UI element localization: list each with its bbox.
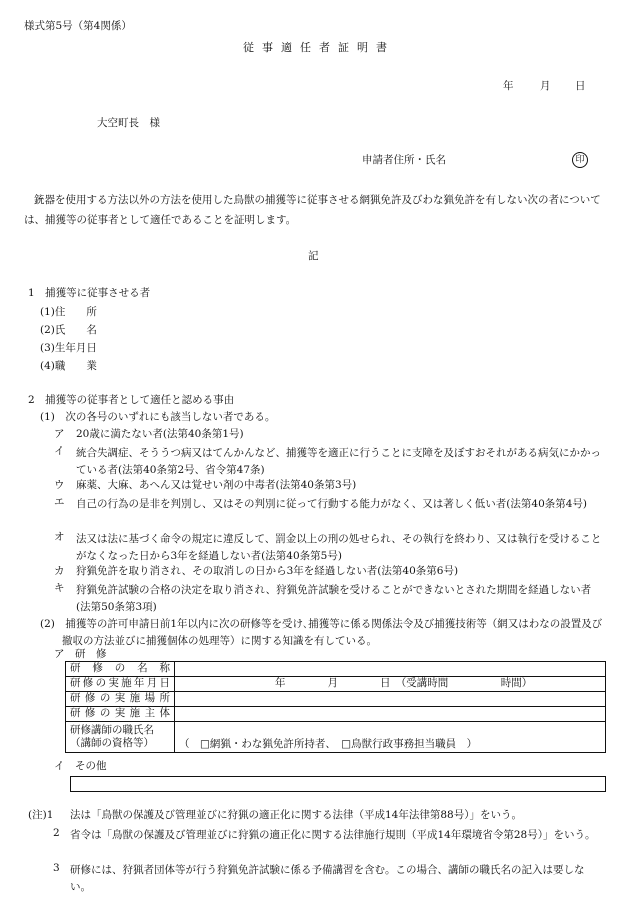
note-2-mark: 2	[53, 827, 60, 839]
item-o-mark: オ	[54, 531, 65, 543]
section1-item-occupation: (4)職 業	[40, 360, 97, 372]
note-3-mark: 3	[53, 862, 60, 874]
addressee: 大空町長 様	[97, 117, 160, 129]
training-date-value[interactable]: 年 月 日 （受講時間 時間）	[175, 677, 606, 692]
section1-item-birthdate: (3)生年月日	[40, 342, 97, 354]
table-row	[66, 662, 606, 677]
item-a-text: 20歳に満たない者(法第40条第1号)	[76, 428, 244, 440]
instructor-qualification-label: （講師の資格等）	[70, 737, 154, 749]
item-u-text: 麻薬、大麻、あへん又は覚せい剤の中毒者(法第40条第3号)	[76, 479, 357, 491]
ki-label: 記	[308, 250, 319, 262]
item-e-text: 自己の行為の是非を判別し、又はその判別に従って行動する能力がなく、又は著しく低い者(法第40条第4号)	[76, 498, 588, 510]
section1-item-name: (2)氏 名	[40, 324, 97, 336]
date-month: 月	[540, 80, 551, 92]
training-date-label: 研修の実施年月日	[70, 677, 170, 690]
instructor-label: 研修講師の職氏名	[70, 723, 154, 736]
item-o-text: 法又は法に基づく命令の規定に違反して、罰金以上の刑の処せられ、その執行を終わり、又は執行を受けることがなくなった日から3年を経過しない者(法第40条第5号)	[76, 533, 602, 562]
section1-heading: 1 捕獲等に従事させる者	[28, 287, 151, 299]
item-u-mark: ウ	[54, 479, 65, 491]
page-title: 従事適任者証明書	[243, 41, 395, 54]
table-row	[66, 692, 606, 707]
table-row	[66, 677, 606, 692]
date-year: 年	[503, 80, 514, 92]
item-ki-mark: キ	[54, 582, 65, 594]
item-ka-mark: カ	[54, 565, 65, 577]
item-e-mark: エ	[54, 496, 65, 508]
item-ka-text: 狩猟免許を取り消され、その取消しの日から3年を経過しない者(法第40条第6号)	[76, 565, 459, 577]
section2-sub2: (2) 捕獲等の許可申請日前1年以内に次の研修等を受け､捕獲等に係る関係法令及び捕獲技術等（網又はわなの設置及び撤収の方法並びに捕獲個体の処理等）に関する知識を有している。	[40, 618, 603, 647]
section2-sub1: (1) 次の各号のいずれにも該当しない者である。	[40, 411, 276, 423]
training-name-value[interactable]	[175, 662, 606, 677]
note-1-text: 法は「鳥獣の保護及び管理並びに狩猟の適正化に関する法律（平成14年法律第88号）」をいう。	[70, 809, 522, 821]
item-i-mark: イ	[54, 445, 65, 457]
note-3-text: 研修には、狩猟者団体等が行う狩猟免許試験に係る予備講習を含む。この場合、講師の職氏名の記入は要しない。	[70, 864, 585, 893]
item-a-mark: ア	[54, 428, 65, 440]
seal-icon: 印	[572, 152, 588, 168]
table-row	[66, 707, 606, 722]
note-2-text: 省令は「鳥獣の保護及び管理並びに狩猟の適正化に関する法律施行規則（平成14年環境省令第28号）」をいう。	[70, 829, 596, 841]
applicant-label: 申請者住所・氏名	[362, 154, 446, 166]
training-name-label: 研修の名称	[70, 662, 170, 675]
note-1-mark: (注)1	[28, 809, 54, 821]
section1-item-address: (1)住 所	[40, 306, 97, 318]
training-table	[65, 661, 606, 753]
item-i-text: 統合失調症、そううつ病又はてんかんなど、捕獲等を適正に行うことに支障を及ぼすおそれがある病気にかかっている者(法第40条第2号、省令第47条)	[76, 447, 601, 476]
body-text: 銃器を使用する方法以外の方法を使用した鳥獣の捕獲等に従事させる網猟免許及びわな猟免許を有しない次の者については、捕獲等の従事者として適任であることを証明します。	[24, 194, 601, 226]
training-organizer-value[interactable]	[175, 707, 606, 722]
training-place-value[interactable]	[175, 692, 606, 707]
form-number: 様式第5号（第4関係）	[24, 20, 132, 32]
section2-heading: 2 捕獲等の従事者として適任と認める事由	[28, 394, 235, 406]
training-place-label: 研修の実施場所	[70, 692, 170, 705]
date-day: 日	[575, 80, 586, 92]
other-heading: イ その他	[54, 760, 107, 772]
table-row	[66, 722, 606, 753]
other-input-box[interactable]	[70, 776, 606, 792]
instructor-value[interactable]: （ □網猟・わな猟免許所持者、 □鳥獣行政事務担当職員 ）	[175, 722, 606, 753]
training-organizer-label: 研修の実施主体	[70, 707, 170, 720]
training-heading: ア 研 修	[54, 648, 107, 660]
item-ki-text: 狩猟免許試験の合格の決定を取り消され、狩猟免許試験を受けることができないとされた期間を経過しない者(法第50条第3項)	[76, 584, 592, 613]
